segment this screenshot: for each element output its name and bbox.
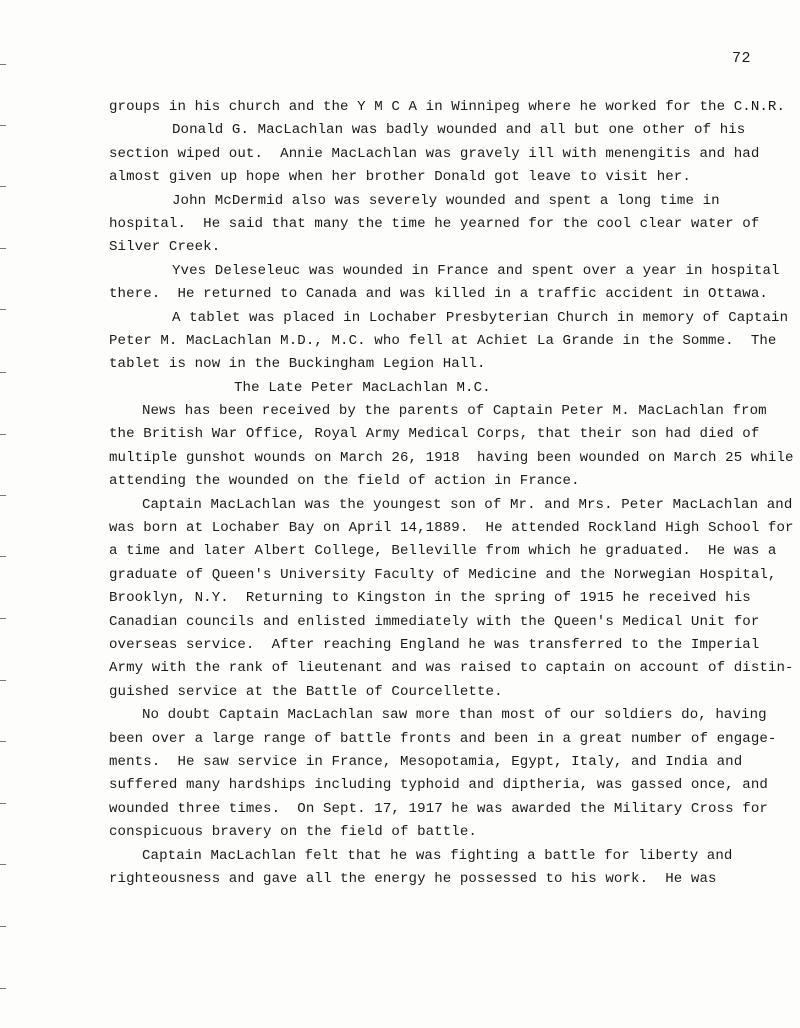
text-line: Canadian councils and enlisted immediately with the Queen's Medical Unit for (109, 613, 760, 630)
margin-tick (0, 125, 6, 126)
margin-tick (0, 495, 6, 496)
text-line: Captain MacLachlan felt that he was fighting a battle for liberty and (142, 847, 733, 864)
text-line: No doubt Captain MacLachlan saw more than most of our soldiers do, having (142, 707, 767, 724)
margin-tick (0, 926, 6, 927)
text-line: Silver Creek. (109, 239, 221, 256)
text-line: suffered many hardships including typhoid and diptheria, was gassed once, and (109, 777, 768, 794)
text-line: conspicuous bravery on the field of battle. (109, 824, 477, 841)
text-line: hospital. He said that many the time he yearned for the cool clear water of (109, 215, 760, 232)
text-line: guished service at the Battle of Courcellette. (109, 683, 503, 700)
text-line: wounded three times. On Sept. 17, 1917 he was awarded the Military Cross for (109, 800, 768, 817)
margin-tick (0, 864, 6, 865)
text-line: righteousness and gave all the energy he possessed to his work. He was (109, 870, 717, 887)
margin-tick (0, 372, 6, 373)
text-line: Army with the rank of lieutenant and was raised to captain on account of distin- (109, 660, 794, 677)
text-line: section wiped out. Annie MacLachlan was gravely ill with menengitis and had (109, 145, 760, 162)
section-heading: The Late Peter MacLachlan M.C. (234, 379, 491, 396)
text-line: News has been received by the parents of Captain Peter M. MacLachlan from (142, 403, 767, 420)
text-line: been over a large range of battle fronts and been in a great number of engage- (109, 730, 777, 747)
text-line: was born at Lochaber Bay on April 14,1889. He attended Rockland High School for (109, 520, 794, 537)
margin-tick (0, 618, 6, 619)
page-number: 72 (732, 50, 752, 67)
body-text (109, 96, 794, 891)
text-line: multiple gunshot wounds on March 26, 1918 having been wounded on March 25 while (109, 449, 794, 466)
margin-tick (0, 988, 6, 989)
text-line: overseas service. After reaching England he was transferred to the Imperial (109, 636, 760, 653)
margin-tick (0, 309, 6, 310)
text-line: John McDermid also was severely wounded and spent a long time in (172, 192, 720, 209)
margin-tick (0, 434, 6, 435)
text-line: Brooklyn, N.Y. Returning to Kingston in the spring of 1915 he received his (109, 590, 751, 607)
margin-tick (0, 186, 6, 187)
text-line: Peter M. MacLachlan M.D., M.C. who fell at Achiet La Grande in the Somme. The (109, 332, 777, 349)
text-line: Donald G. MacLachlan was badly wounded and all but one other of his (172, 122, 746, 139)
margin-tick (0, 803, 6, 804)
margin-tick (0, 556, 6, 557)
margin-tick (0, 741, 6, 742)
text-line: groups in his church and the Y M C A in Winnipeg where he worked for the C.N.R. (109, 99, 786, 115)
margin-tick (0, 680, 6, 681)
margin-tick (0, 64, 6, 65)
text-line: there. He returned to Canada and was killed in a traffic accident in Ottawa. (109, 286, 768, 303)
text-line: tablet is now in the Buckingham Legion Hall. (109, 356, 486, 373)
text-line: A tablet was placed in Lochaber Presbyterian Church in memory of Captain (172, 309, 789, 326)
text-line: ments. He saw service in France, Mesopotamia, Egypt, Italy, and India and (109, 753, 743, 770)
text-line: graduate of Queen's University Faculty of Medicine and the Norwegian Hospital, (109, 566, 777, 583)
text-line: almost given up hope when her brother Donald got leave to visit her. (109, 169, 691, 186)
text-line: Yves Deleseleuc was wounded in France and spent over a year in hospital (172, 262, 780, 279)
text-line: a time and later Albert College, Belleville from which he graduated. He was a (109, 543, 777, 560)
text-line: attending the wounded on the field of action in France. (109, 473, 580, 490)
margin-tick (0, 248, 6, 249)
text-line: Captain MacLachlan was the youngest son of Mr. and Mrs. Peter MacLachlan and (142, 496, 793, 513)
text-line: the British War Office, Royal Army Medical Corps, that their son had died of (109, 426, 760, 443)
